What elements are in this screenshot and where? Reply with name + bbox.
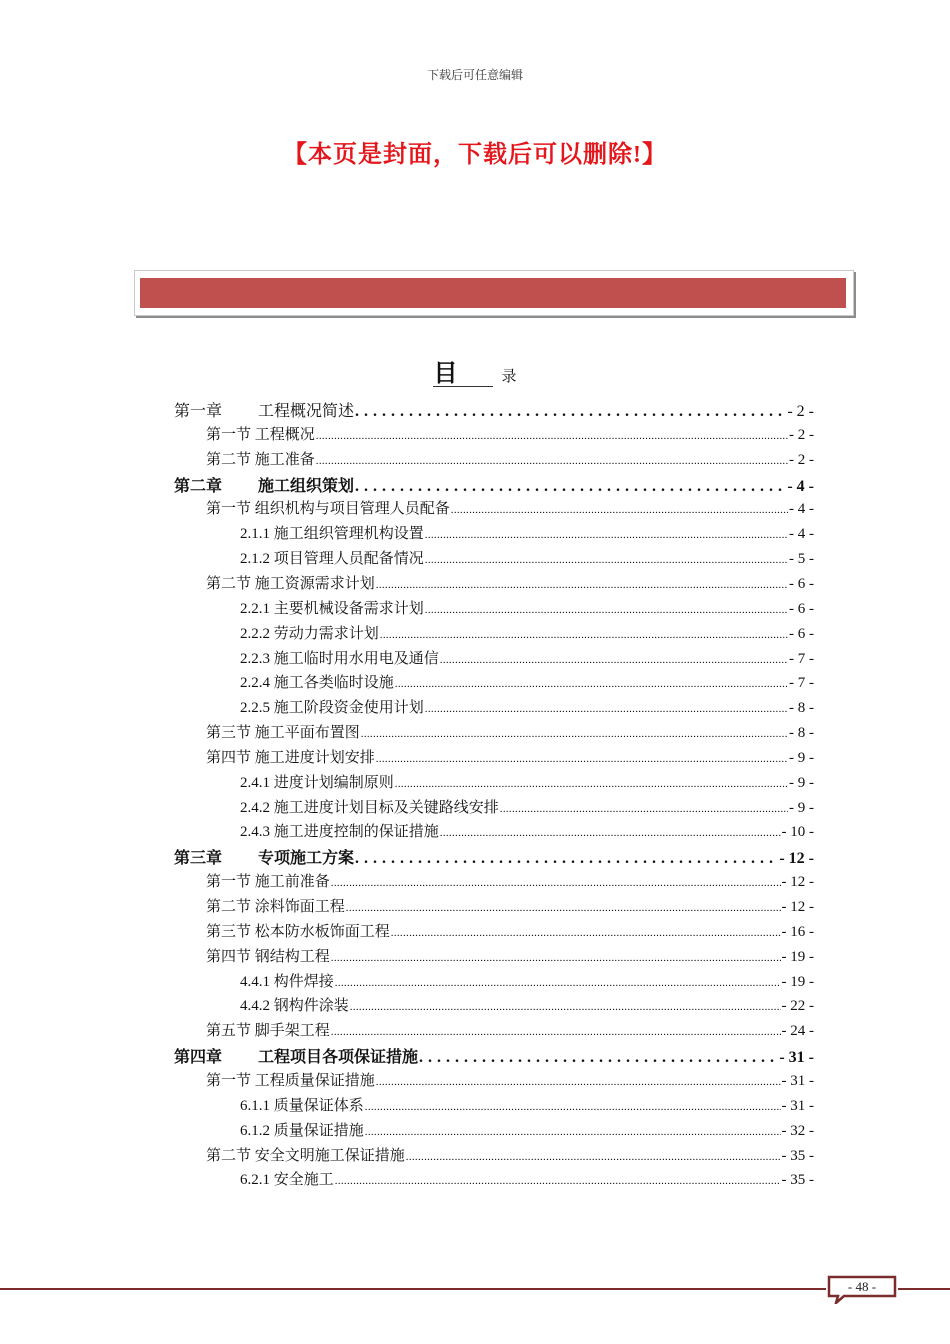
toc-leader-dots	[355, 850, 778, 868]
toc-leader-dots	[500, 803, 788, 815]
decorative-banner-fill	[140, 278, 846, 308]
cover-note: 【本页是封面，下载后可以删除!】	[283, 142, 667, 168]
toc-entry-label: 2.2.5 施工阶段资金使用计划	[240, 700, 424, 717]
toc-leader-dots	[425, 604, 788, 616]
toc-section-entry[interactable]	[206, 497, 814, 518]
toc-leader-dots	[316, 455, 788, 467]
toc-chapter-title: 工程项目各项保证措施	[258, 1049, 419, 1067]
toc-page-number: - 22 -	[781, 998, 814, 1015]
toc-entry-label: 第二节 安全文明施工保证措施	[206, 1147, 405, 1164]
toc-entry-label: 第一节 施工前准备	[206, 874, 330, 891]
footer-rule-right	[898, 1288, 950, 1290]
toc-page-number: - 35 -	[781, 1147, 814, 1164]
toc-entry-label	[174, 398, 354, 421]
toc-page-number: - 9 -	[789, 774, 814, 791]
toc-entry-label: 第三节 施工平面布置图	[206, 725, 360, 742]
toc-chapter-entry[interactable]	[174, 1044, 814, 1067]
toc-title-main: 目	[433, 360, 493, 387]
toc-leader-dots	[365, 1101, 781, 1113]
toc-page-number: - 31 -	[781, 1097, 814, 1114]
toc-page-number: - 2 -	[789, 426, 814, 443]
toc-section-entry[interactable]	[206, 870, 814, 891]
toc-leader-dots	[406, 1151, 781, 1163]
toc-leader-dots	[419, 1049, 778, 1067]
toc-leader-dots	[425, 703, 788, 715]
toc-entry-label: 4.4.2 钢构件涂装	[240, 998, 349, 1015]
toc-subsection-entry[interactable]	[240, 1119, 814, 1140]
toc-leader-dots	[361, 728, 788, 740]
toc-chapter-entry[interactable]	[174, 473, 814, 496]
toc-leader-dots	[380, 629, 788, 641]
toc-leader-dots	[365, 1126, 781, 1138]
toc-page-number: - 6 -	[789, 575, 814, 592]
toc-section-entry[interactable]	[206, 448, 814, 469]
toc-entry-label: 2.2.1 主要机械设备需求计划	[240, 600, 424, 617]
footer-rule-left	[0, 1288, 826, 1290]
toc-section-entry[interactable]	[206, 1144, 814, 1165]
toc-subsection-entry[interactable]	[240, 970, 814, 991]
toc-chapter-number: 第三章	[174, 850, 223, 868]
toc-subsection-entry[interactable]	[240, 1168, 814, 1189]
toc-page-number: - 6 -	[789, 600, 814, 617]
toc-entry-label: 第一节 组织机构与项目管理人员配备	[206, 501, 450, 518]
decorative-banner	[134, 270, 854, 316]
toc-entry-label	[174, 1044, 418, 1067]
toc-page-number: - 16 -	[781, 923, 814, 940]
toc-leader-dots	[395, 678, 788, 690]
toc-section-entry[interactable]	[206, 1019, 814, 1040]
toc-entry-label: 2.1.1 施工组织管理机构设置	[240, 526, 424, 543]
toc-chapter-title: 工程概况简述	[258, 403, 355, 420]
toc-entry-label: 第四节 钢结构工程	[206, 948, 330, 965]
toc-subsection-entry[interactable]	[240, 622, 814, 643]
toc-section-entry[interactable]	[206, 746, 814, 767]
toc-page-number: - 19 -	[781, 948, 814, 965]
toc-leader-dots	[425, 554, 788, 566]
toc-leader-dots	[376, 1076, 781, 1088]
toc-leader-dots	[440, 827, 781, 839]
toc-page-number: - 24 -	[781, 1023, 814, 1040]
toc-entry-label: 2.2.4 施工各类临时设施	[240, 675, 394, 692]
toc-entry-label: 第五节 脚手架工程	[206, 1023, 330, 1040]
toc-section-entry[interactable]	[206, 1069, 814, 1090]
toc-page-number: - 2 -	[789, 451, 814, 468]
toc-subsection-entry[interactable]	[240, 820, 814, 841]
toc-leader-dots	[355, 478, 786, 496]
toc-page-number: - 4 -	[787, 477, 814, 495]
toc-section-entry[interactable]	[206, 572, 814, 593]
toc-chapter-entry[interactable]	[174, 398, 814, 421]
toc-title-secondary: 录	[501, 369, 517, 385]
toc-subsection-entry[interactable]	[240, 547, 814, 568]
toc-entry-label: 2.2.3 施工临时用水用电及通信	[240, 650, 439, 667]
toc-entry-label: 2.2.2 劳动力需求计划	[240, 625, 379, 642]
toc-page-number: - 12 -	[781, 899, 814, 915]
toc-subsection-entry[interactable]	[240, 771, 814, 792]
toc-leader-dots	[316, 430, 788, 442]
toc-page-number: - 4 -	[789, 526, 814, 543]
toc-title	[0, 360, 950, 387]
toc-page-number: - 6 -	[789, 625, 814, 642]
toc-page-number: - 2 -	[787, 403, 814, 420]
toc-chapter-number: 第一章	[174, 403, 223, 420]
toc-page-number: - 31 -	[781, 1072, 814, 1089]
toc-chapter-number: 第二章	[174, 477, 223, 495]
toc-section-entry[interactable]	[206, 895, 814, 916]
toc-leader-dots	[346, 902, 781, 914]
toc-subsection-entry[interactable]	[240, 1094, 814, 1115]
toc-page-number: - 12 -	[779, 850, 814, 868]
toc-subsection-entry[interactable]	[240, 597, 814, 618]
toc-page-number: - 7 -	[789, 650, 814, 667]
toc-leader-dots	[391, 927, 781, 939]
toc-page-number: - 12 -	[781, 874, 814, 891]
toc-leader-dots	[376, 579, 788, 591]
toc-page-number: - 8 -	[789, 700, 814, 717]
toc-entry-label: 6.1.1 质量保证体系	[240, 1097, 364, 1114]
toc-subsection-entry[interactable]	[240, 796, 814, 817]
toc-leader-dots	[331, 1026, 781, 1038]
toc-page-number: - 35 -	[781, 1172, 814, 1189]
page-number-tab	[826, 1274, 898, 1300]
toc-leader-dots	[440, 654, 788, 666]
toc-section-entry[interactable]	[206, 920, 814, 941]
toc-entry-label: 第一节 工程概况	[206, 426, 315, 443]
page-number: - 48 -	[847, 1279, 877, 1294]
toc-section-entry[interactable]	[206, 423, 814, 444]
toc-entry-label: 6.2.1 安全施工	[240, 1172, 334, 1189]
toc-leader-dots	[331, 952, 781, 964]
toc-leader-dots	[376, 753, 788, 765]
toc-chapter-title: 施工组织策划	[258, 477, 355, 495]
toc-entry-label: 6.1.2 质量保证措施	[240, 1122, 364, 1139]
toc-entry-label: 第四节 施工进度计划安排	[206, 749, 375, 766]
toc-chapter-entry[interactable]	[174, 845, 814, 868]
toc-page-number: - 8 -	[789, 725, 814, 742]
toc-leader-dots	[335, 977, 781, 989]
toc-entry-label	[174, 845, 354, 868]
toc-entry-label: 2.4.2 施工进度计划目标及关键路线安排	[240, 799, 499, 816]
toc-subsection-entry[interactable]	[240, 522, 814, 543]
toc-page-number: - 32 -	[781, 1122, 814, 1139]
toc-section-entry[interactable]	[206, 945, 814, 966]
toc-page-number: - 31 -	[779, 1049, 814, 1067]
toc-subsection-entry[interactable]	[240, 994, 814, 1015]
toc-leader-dots	[350, 1001, 781, 1013]
toc-subsection-entry[interactable]	[240, 647, 814, 668]
toc-leader-dots	[395, 778, 788, 790]
toc-entry-label: 2.4.1 进度计划编制原则	[240, 774, 394, 791]
toc-entry-label: 2.4.3 施工进度控制的保证措施	[240, 824, 439, 841]
toc-entry-label: 第二节 施工准备	[206, 451, 315, 468]
toc-chapter-title: 专项施工方案	[258, 850, 355, 868]
toc-page-number: - 10 -	[781, 824, 814, 841]
toc-leader-dots	[355, 403, 786, 421]
toc-leader-dots	[331, 877, 781, 889]
toc-page-number: - 9 -	[789, 749, 814, 766]
toc-section-entry[interactable]	[206, 721, 814, 742]
toc-entry-label: 第二节 涂料饰面工程	[206, 899, 345, 915]
toc-leader-dots	[451, 504, 788, 516]
toc-page-number: - 19 -	[781, 973, 814, 990]
toc-leader-dots	[425, 529, 788, 541]
toc-leader-dots	[335, 1175, 781, 1187]
toc-page-number: - 7 -	[789, 675, 814, 692]
toc-chapter-number: 第四章	[174, 1049, 223, 1067]
toc-entry-label	[174, 473, 354, 496]
toc-entry-label: 第一节 工程质量保证措施	[206, 1072, 375, 1089]
page-header: 下载后可任意编辑	[426, 68, 523, 82]
toc-entry-label: 第二节 施工资源需求计划	[206, 575, 375, 592]
toc-page-number: - 5 -	[789, 551, 814, 568]
toc-entry-label: 2.1.2 项目管理人员配备情况	[240, 551, 424, 568]
toc-subsection-entry[interactable]	[240, 671, 814, 692]
toc-entry-label: 4.4.1 构件焊接	[240, 973, 334, 990]
toc-subsection-entry[interactable]	[240, 696, 814, 717]
toc-page-number: - 9 -	[789, 799, 814, 816]
toc-page-number: - 4 -	[789, 501, 814, 518]
toc-entry-label: 第三节 松本防水板饰面工程	[206, 923, 390, 940]
